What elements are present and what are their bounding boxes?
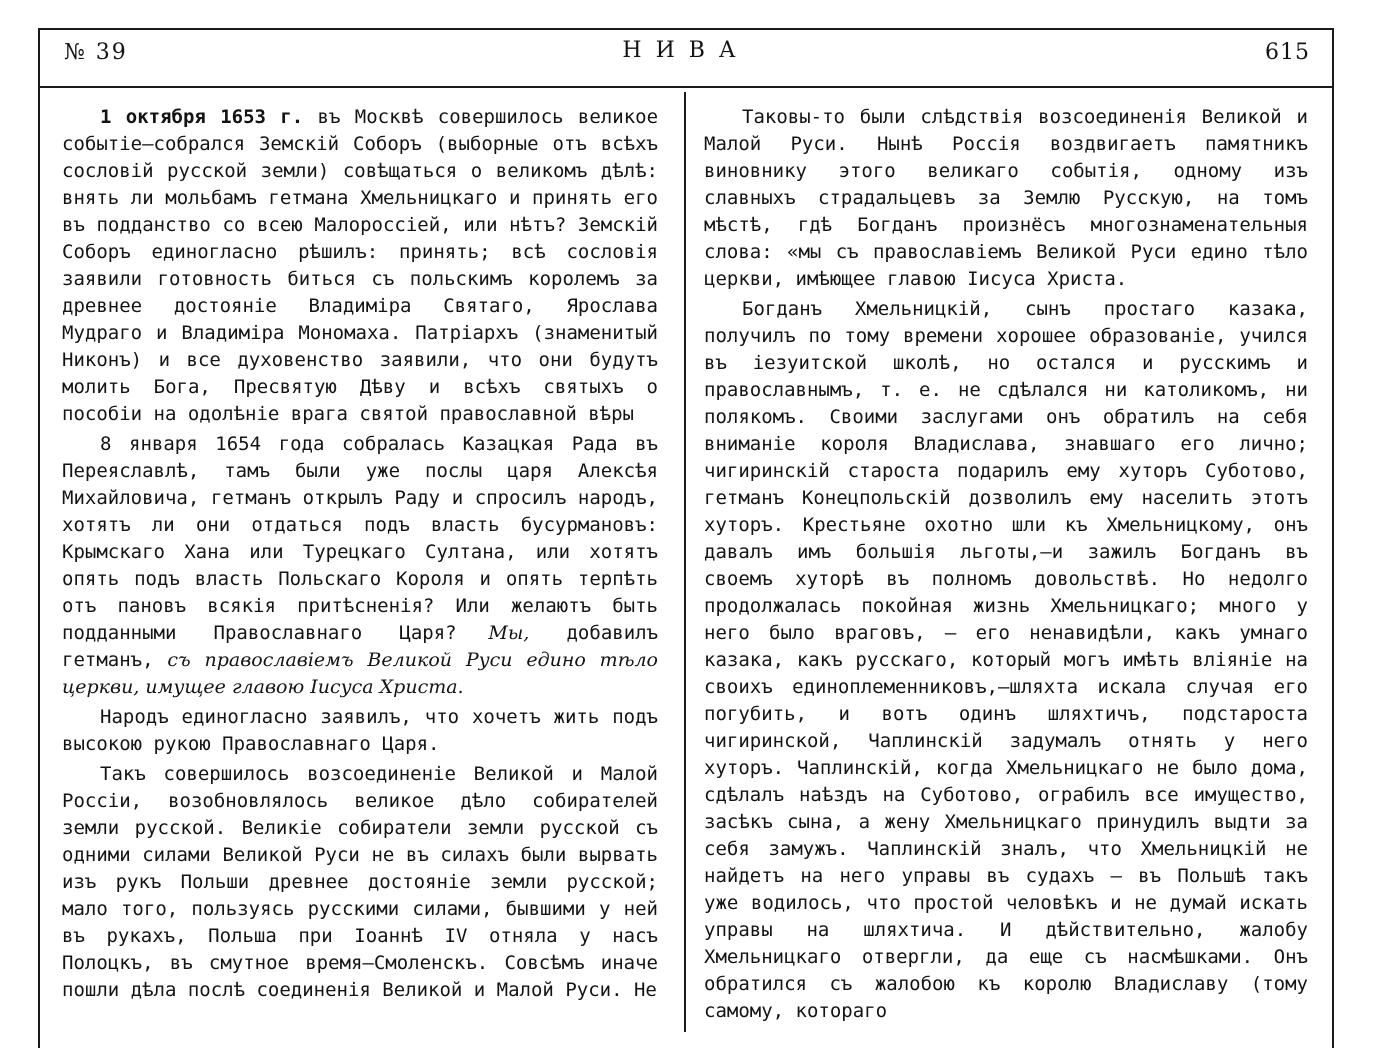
right-column — [704, 104, 1308, 1028]
hetman-quote: съ православіемъ Великой Руси едино тѣло церкви, имущее главою Іисуса Христа. — [62, 649, 658, 698]
paragraph-bogdan-biography: Богданъ Хмельницкій, сынъ простаго казака, получилъ по тому времени хорошее образованіе, учился въ іезуитской школѣ, но остался и русскимъ и православнымъ, т. е. не сдѣлался ни католикомъ, ни полякомъ. Своими заслугами онъ обратилъ на себя вниманіе короля Владислава, знавшаго его лично; чигиринскій староста подарилъ ему хуторъ Суботово, гетманъ Конецпольскій дозволилъ ему населить этотъ хуторъ. Крестьяне охотно шли къ Хмельницкому, онъ давалъ имъ большія льготы,—и зажилъ Богданъ въ своемъ хуторѣ въ полномъ довольствѣ. Но недолго продолжалась покойная жизнь Хмельницкаго; много у него было враговъ, — его ненавидѣли, какъ умнаго казака, какъ русскаго, который могъ имѣть вліяніе на своихъ единоплеменниковъ,—шляхта искала случая его погубить, и вотъ одинъ шляхтичъ, подстароста чигиринской, Чаплинскій задумалъ отнять у него хуторъ. Чаплинскій, когда Хмельницкаго не было дома, сдѣлалъ наѣздъ на Суботово, ограбилъ все имущество, засѣкъ сына, а жену Хмельницкаго принудилъ выдти за себя замужъ. Чаплинскій зналъ, что Хмельницкій не найдетъ на него управы въ судахъ — въ Польшѣ такъ уже водилось, что простой человѣкъ и не думай искать управы на шляхтича. И дѣйствительно, жалобу Хмельницкаго отвергли, да еще съ насмѣшками. Онъ обратился съ жалобою къ королю Владиславу (тому самому, котораго — [704, 298, 1308, 1022]
paragraph-text: добавилъ гетманъ, — [62, 622, 659, 671]
page-number: 615 — [1265, 40, 1310, 65]
paragraph-text: собралась Казацкая Рада въ Переяславлѣ, тамъ были уже послы царя Алексѣя Михайловича, гетманъ открылъ Раду и спросилъ народъ, хотятъ ли они отдаться подъ власть бусурмановъ: Крымскаго Хана или Турецкаго Султана, или хотятъ опять подъ власть Польскаго Короля и опять терпѣть отъ пановъ всякія притѣсненія? Или желаютъ быть подданными Православнаго Царя? — [62, 433, 658, 644]
date-1654: 8 января 1654 года — [100, 433, 325, 455]
paragraph-text: въ Москвѣ совершилось великое событіе—собрался Земскій Соборъ (выборные отъ всѣхъ сословій русской земли) совѣщаться о великомъ дѣлѣ: внять ли мольбамъ гетмана Хмельницкаго и принять его въ подданство со всею Малороссіей, или нѣтъ? Земскій Соборъ единогласно рѣшилъ: принять; всѣ сословія заявили готовность биться съ польскимъ королемъ за древнее достояніе Владиміра Святаго, Ярослава Мудраго и Владиміра Мономаха. Патріархъ (знаменитый Никонъ) и все духовенство заявили, что они будутъ молить Бога, Пресвятую Дѣву и всѣхъ святыхъ о пособіи на одолѣніе врага святой православной вѣры — [62, 106, 659, 425]
paragraph-zemsky-sobor — [62, 104, 658, 428]
column-divider — [684, 92, 686, 1032]
left-column — [62, 104, 658, 1007]
paragraph-reunification: Такъ совершилось возсоединеніе Великой и Малой Россіи, возобновлялось великое дѣло собирателей земли русской. Великіе собиратели земли русской съ одними силами Великой Руси не въ силахъ были вырвать изъ рукъ Польши древнее достояніе земли русской; мало того, пользуясь русскими силами, бывшими у ней въ рукахъ, Польша при Іоаннѣ IV отняла у насъ Полоцкъ, въ смутное время—Смоленскъ. Совсѣмъ иначе пошли дѣла послѣ соединенія Великой и Малой Руси. Не — [62, 763, 658, 1001]
date-1653: 1 октября 1653 г. — [100, 106, 304, 128]
header-rule — [40, 86, 1332, 88]
issue-number: № 39 — [64, 40, 128, 65]
paragraph-consequences: Таковы-то были слѣдствія возсоединенія Великой и Малой Руси. Нынѣ Россія воздвигаетъ памятникъ виновнику этого великаго событія, одному изъ славныхъ страдальцевъ за Землю Русскую, на томъ мѣстѣ, гдѣ Богданъ произнёсъ многознаменательныя слова: «мы съ православіемъ Великой Руси едино тѣло церкви, имѣющее главою Іисуса Христа. — [704, 106, 1308, 290]
journal-title: НИВА — [622, 38, 750, 63]
page-header — [40, 36, 1332, 80]
paragraph-pereyaslav-rada — [62, 431, 658, 701]
paragraph-people-declared: Народъ единогласно заявилъ, что хочетъ жить подъ высокою рукою Православнаго Царя. — [62, 706, 658, 755]
quote-lead: Мы, — [456, 622, 530, 644]
